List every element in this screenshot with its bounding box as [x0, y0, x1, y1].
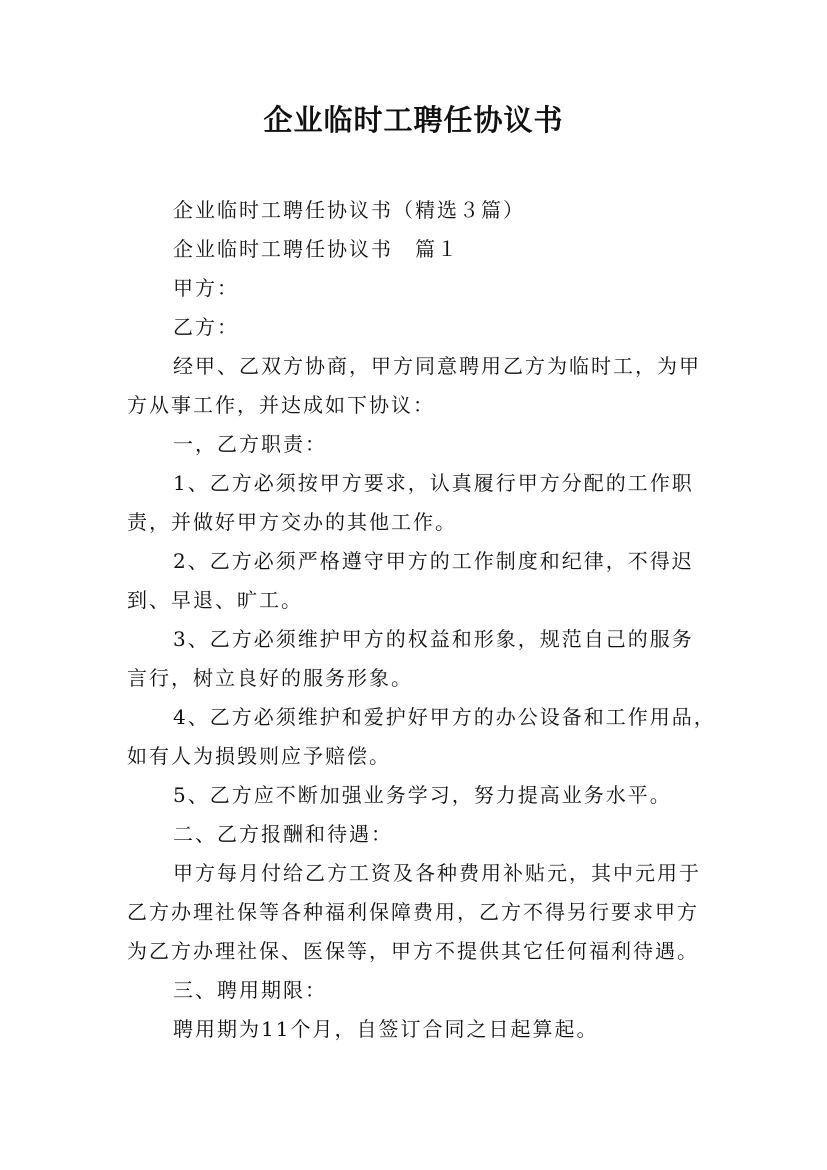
paragraph-line: 4、乙方必须维护和爱护好甲方的办公设备和工作用品，	[173, 705, 716, 729]
paragraph-preamble	[127, 347, 719, 425]
paragraph-party-b	[127, 308, 719, 347]
paragraph-duty-5	[127, 776, 719, 815]
paragraph-line: 乙方办理社保等各种福利保障费用，乙方不得另行要求甲方	[127, 900, 699, 924]
paragraph-line: 2、乙方必须严格遵守甲方的工作制度和纪律，不得迟	[173, 549, 694, 573]
paragraph-line: 1、乙方必须按甲方要求，认真履行甲方分配的工作职	[173, 471, 694, 495]
paragraph-line: 方从事工作，并达成如下协议：	[127, 393, 435, 417]
paragraph-line: 5、乙方应不断加强业务学习，努力提高业务水平。	[173, 783, 672, 807]
paragraph-duty-1	[127, 464, 719, 542]
paragraph-line: 聘用期为11个月，自签订合同之日起算起。	[173, 1017, 599, 1041]
paragraph-section-heading	[127, 230, 719, 269]
paragraph-term	[127, 1010, 719, 1049]
paragraph-subtitle	[127, 191, 719, 230]
paragraph-duty-4	[127, 698, 719, 776]
paragraph-party-a	[127, 269, 719, 308]
document-title: 企业临时工聘任协议书	[263, 103, 564, 137]
paragraph-line: 3、乙方必须维护甲方的权益和形象，规范自己的服务	[173, 627, 694, 651]
paragraph-line: 乙方：	[173, 315, 239, 339]
paragraph-line: 甲方每月付给乙方工资及各种费用补贴元，其中元用于	[173, 861, 701, 885]
paragraph-pay	[127, 854, 719, 971]
paragraph-line: 为乙方办理社保、医保等，甲方不提供其它任何福利待遇。	[127, 939, 699, 963]
paragraph-line: 企业临时工聘任协议书（精选３篇）	[173, 198, 525, 222]
paragraph-heading-term	[127, 971, 719, 1010]
paragraph-line: 三、聘用期限：	[173, 978, 327, 1002]
document-body	[127, 191, 719, 1049]
paragraph-line: 言行，树立良好的服务形象。	[127, 666, 413, 690]
paragraph-line: 经甲、乙双方协商，甲方同意聘用乙方为临时工，为甲	[173, 354, 701, 378]
paragraph-line: 责，并做好甲方交办的其他工作。	[127, 510, 457, 534]
paragraph-line: 甲方：	[173, 276, 239, 300]
paragraph-heading-duties	[127, 425, 719, 464]
paragraph-line: 到、早退、旷工。	[127, 588, 303, 612]
paragraph-line: 一，乙方职责：	[173, 432, 327, 456]
paragraph-line: 企业临时工聘任协议书 篇１	[173, 237, 459, 261]
paragraph-duty-3	[127, 620, 719, 698]
paragraph-line: 如有人为损毁则应予赔偿。	[127, 744, 391, 768]
paragraph-duty-2	[127, 542, 719, 620]
paragraph-line: 二、乙方报酬和待遇：	[173, 822, 393, 846]
paragraph-heading-pay	[127, 815, 719, 854]
